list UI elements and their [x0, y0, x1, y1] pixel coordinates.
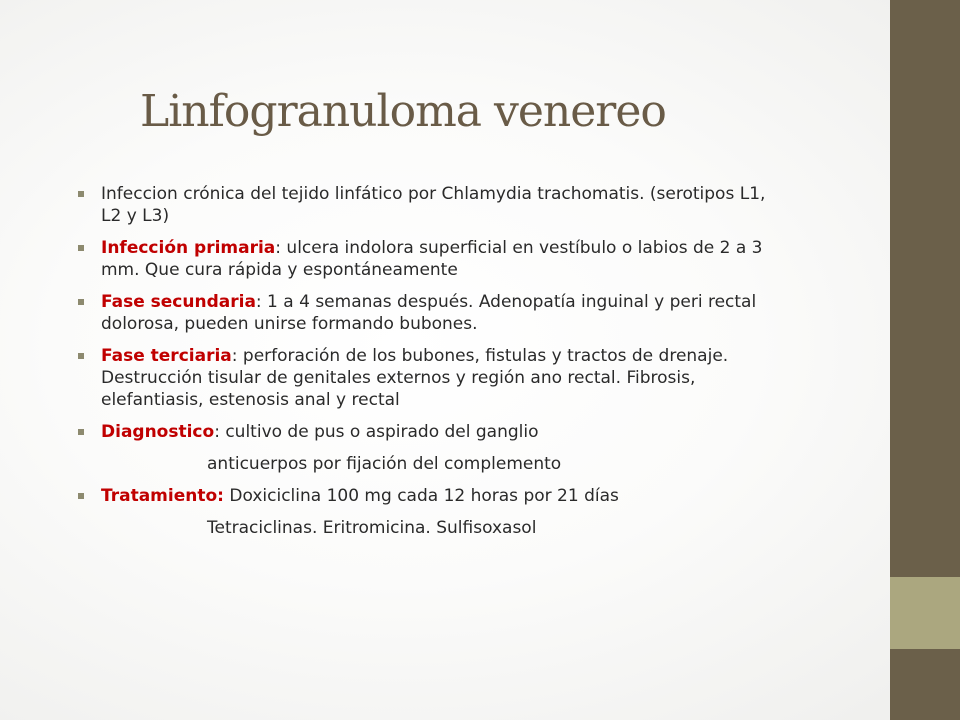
bullet-keyword: Tratamiento: — [101, 486, 224, 506]
slide-title: Linfogranuloma venereo — [140, 86, 666, 137]
bullet-text-line: Doxiciclina 100 mg cada 12 horas por 21 días — [223, 486, 619, 506]
square-bullet-icon — [78, 299, 84, 305]
square-bullet-icon — [78, 191, 84, 197]
bullet-list — [78, 183, 898, 549]
square-bullet-icon — [78, 493, 84, 499]
bullet-text-line: mm. Que cura rápida y espontáneamente — [101, 260, 458, 280]
bullet-text-line: Destrucción tisular de genitales externos y región ano rectal. Fibrosis, — [101, 368, 696, 388]
bullet-item-diagnostico — [78, 421, 898, 475]
square-bullet-icon — [78, 245, 84, 251]
bullet-text-line: : 1 a 4 semanas después. Adenopatía inguinal y peri rectal — [255, 292, 757, 312]
bullet-continuation-line: Tetraciclinas. Eritromicina. Sulfisoxasol — [207, 518, 537, 538]
bullet-item-fase-secundaria — [78, 291, 898, 335]
bullet-keyword: Infección primaria — [101, 238, 276, 258]
bullet-text-line: : cultivo de pus o aspirado del ganglio — [214, 422, 539, 442]
bullet-text-line: dolorosa, pueden unirse formando bubones. — [101, 314, 478, 334]
sidebar-accent-block — [890, 577, 960, 649]
bullet-keyword: Fase terciaria — [101, 346, 232, 366]
bullet-item-infeccion-primaria — [78, 237, 898, 281]
square-bullet-icon — [78, 429, 84, 435]
bullet-text-line: Infeccion crónica del tejido linfático por Chlamydia trachomatis. (serotipos L1, — [101, 184, 766, 204]
square-bullet-icon — [78, 353, 84, 359]
bullet-keyword: Fase secundaria — [101, 292, 256, 312]
bullet-item-tratamiento — [78, 485, 898, 539]
bullet-text-line: elefantiasis, estenosis anal y rectal — [101, 390, 400, 410]
bullet-keyword: Diagnostico — [101, 422, 215, 442]
bullet-item-infeccion — [78, 183, 898, 227]
bullet-text-line: : ulcera indolora superficial en vestíbulo o labios de 2 a 3 — [275, 238, 763, 258]
bullet-text-line: L2 y L3) — [101, 206, 170, 226]
bullet-text-line: : perforación de los bubones, fistulas y tractos de drenaje. — [231, 346, 729, 366]
bullet-continuation-line: anticuerpos por fijación del complemento — [207, 454, 562, 474]
bullet-item-fase-terciaria — [78, 345, 898, 411]
